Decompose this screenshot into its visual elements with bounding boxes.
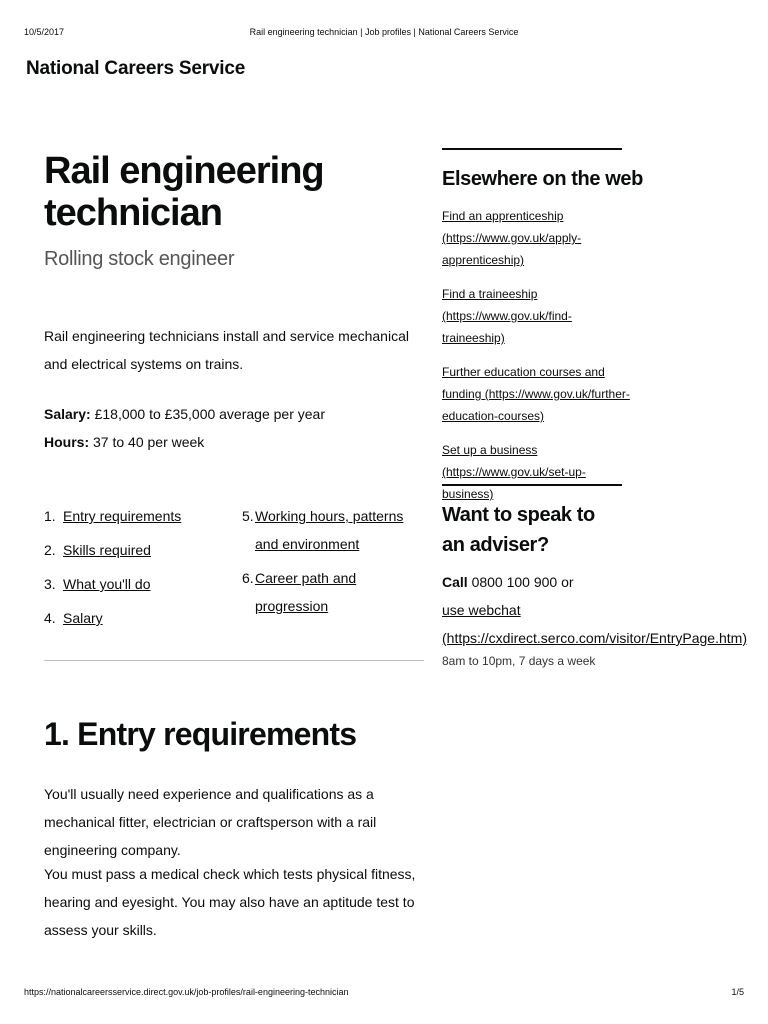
toc-number: 2. (44, 542, 56, 558)
link-apprenticeship[interactable] (442, 209, 581, 267)
link-item (442, 361, 632, 427)
external-links (442, 205, 632, 505)
salary-label: Salary: (44, 406, 91, 422)
link-item (442, 283, 632, 349)
footer-page-number: 1/5 (731, 987, 744, 997)
page-subtitle: Rolling stock engineer (44, 248, 235, 270)
footer-url: https://nationalcareersservice.direct.gov.uk/job-profiles/rail-engineering-technician (24, 987, 349, 997)
link-url: (https://www.gov.uk/further-education-courses) (442, 387, 630, 423)
print-date: 10/5/2017 (24, 27, 65, 37)
intro-text: Rail engineering technicians install and service mechanical and electrical systems on trains. (44, 328, 409, 372)
hours-value: 37 to 40 per week (89, 434, 205, 450)
link-further-education[interactable] (442, 365, 630, 423)
main-content (44, 150, 424, 938)
call-line (442, 568, 742, 596)
sidebar-heading-adviser: Want to speak to an adviser? (442, 504, 595, 556)
sidebar-divider (442, 148, 622, 150)
opening-hours: 8am to 10pm, 7 days a week (442, 654, 596, 668)
toc-link-what-youll-do[interactable]: What you'll do (63, 576, 151, 592)
toc-number: 1. (44, 508, 56, 524)
section-heading-entry-requirements: 1. Entry requirements (44, 716, 357, 752)
link-label: Further education courses and funding (442, 365, 605, 401)
toc-column-right (242, 502, 412, 626)
call-number: 0800 100 900 or (467, 574, 574, 590)
print-page-title: Rail engineering technician | Job profiles | National Careers Service (249, 27, 519, 37)
toc-item (44, 502, 234, 530)
entry-paragraph-1: You'll usually need experience and qualifications as a mechanical fitter, electrician or craftsperson with a rail engineering company. (44, 786, 377, 858)
link-traineeship[interactable] (442, 287, 572, 345)
toc-item (242, 502, 412, 558)
entry-paragraph-2: You must pass a medical check which tests physical fitness, hearing and eyesight. You may also have an aptitude test to assess your skills. (44, 866, 416, 938)
page-title: Rail engineering technician (44, 150, 324, 234)
webchat-line (442, 596, 747, 652)
salary-value: £18,000 to £35,000 average per year (90, 406, 325, 422)
link-url: (https://www.gov.uk/apply-apprenticeship) (442, 231, 582, 267)
salary-line (44, 400, 325, 428)
toc-item (44, 536, 234, 564)
toc-item (242, 564, 412, 620)
key-facts (44, 400, 325, 456)
toc-number: 6. (242, 570, 254, 586)
link-label: Find a traineeship (442, 287, 538, 301)
sidebar-adviser (442, 484, 747, 668)
link-url: (https://www.gov.uk/find-traineeship) (442, 309, 572, 345)
site-logo[interactable]: National Careers Service (26, 58, 246, 79)
section-divider (44, 660, 424, 661)
toc-link-entry-requirements[interactable]: Entry requirements (63, 508, 182, 524)
toc-number: 3. (44, 576, 56, 592)
call-label: Call (442, 574, 468, 590)
sidebar-divider (442, 484, 622, 486)
print-header (0, 27, 768, 41)
link-item (442, 205, 632, 271)
link-label: Find an apprenticeship (442, 209, 564, 223)
sidebar-heading-elsewhere: Elsewhere on the web (442, 168, 643, 190)
toc-number: 4. (44, 610, 56, 626)
toc-item (44, 604, 234, 632)
link-label: Set up a business (442, 443, 538, 457)
sidebar-elsewhere (442, 148, 742, 517)
toc-link-career-path[interactable]: Career path and progression (255, 570, 357, 614)
toc-column-left (44, 502, 234, 638)
hours-label: Hours: (44, 434, 90, 450)
hours-line (44, 428, 325, 456)
toc-link-working-hours[interactable]: Working hours, patterns and environment (255, 508, 404, 552)
toc-item (44, 570, 234, 598)
toc-link-salary[interactable]: Salary (63, 610, 103, 626)
toc-link-skills-required[interactable]: Skills required (63, 542, 151, 558)
link-url: (https://www.gov.uk/set-up-business) (442, 465, 586, 501)
toc-number: 5. (242, 508, 254, 524)
webchat-link[interactable]: use webchat (https://cxdirect.serco.com/visitor/EntryPage.htm) (442, 602, 747, 646)
